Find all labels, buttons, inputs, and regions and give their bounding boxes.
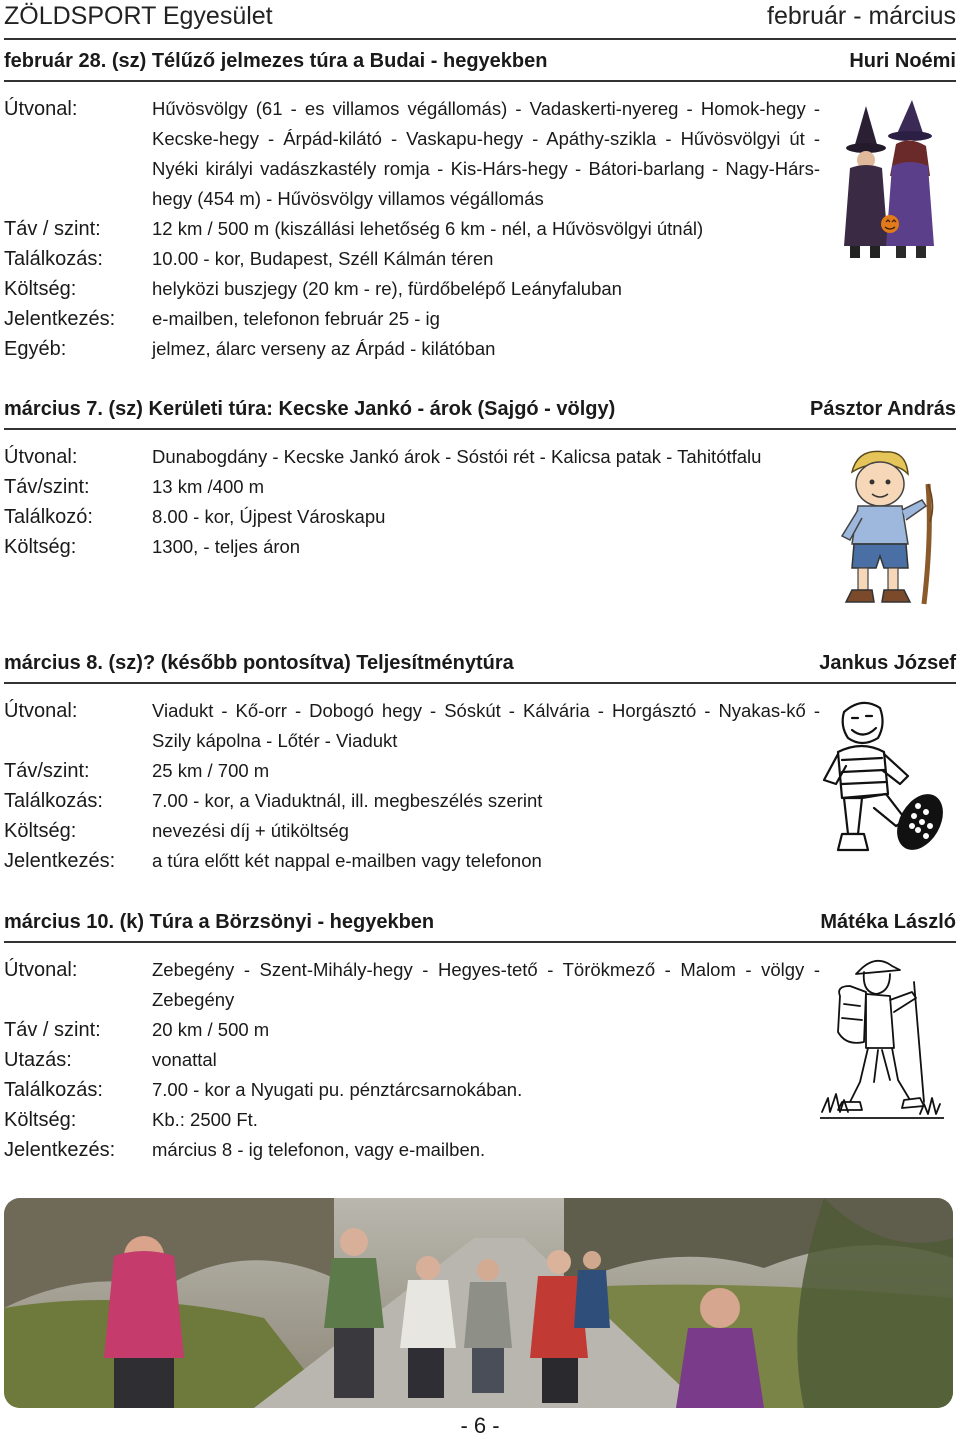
detail-distance	[4, 756, 820, 786]
detail-label: Jelentkezés:	[4, 1139, 116, 1161]
detail-cost	[4, 274, 820, 304]
walking-man-cartoon	[822, 694, 946, 860]
detail-value: Viadukt - Kő-orr - Dobogó hegy - Sóskút - Kálvária - Horgásztó - Nyakas-kő - Szily kápolna - Lőtér - Viadukt	[152, 700, 820, 751]
detail-label: Találkozás:	[4, 248, 103, 270]
detail-label: Táv / szint:	[4, 1019, 101, 1041]
detail-label: Jelentkezés:	[4, 850, 116, 872]
detail-cost	[4, 1105, 820, 1135]
detail-value: Zebegény - Szent-Mihály-hegy - Hegyes-tető - Törökmező - Malom - völgy - Zebegény	[152, 959, 820, 1010]
event-leader: Mátéka László	[820, 911, 956, 933]
detail-value: a túra előtt két nappal e-mailben vagy telefonon	[152, 850, 542, 871]
detail-value: 12 km / 500 m (kiszállási lehetőség 6 km - nél, a Hűvösvölgyi útnál)	[152, 218, 704, 239]
detail-distance	[4, 472, 820, 502]
detail-meeting	[4, 1075, 820, 1105]
detail-meeting	[4, 786, 820, 816]
detail-value: 10.00 - kor, Budapest, Széll Kálmán téren	[152, 248, 494, 269]
detail-other	[4, 334, 820, 364]
detail-cost	[4, 816, 820, 846]
detail-value: 25 km / 700 m	[152, 760, 270, 781]
detail-label: Útvonal:	[4, 700, 78, 722]
event-title: március 7. (sz) Kerületi túra: Kecske Jankó - árok (Sajgó - völgy)	[4, 398, 616, 420]
detail-value: e-mailben, telefonon február 25 - ig	[152, 308, 440, 329]
costumed-witches-photo	[838, 96, 938, 262]
detail-label: Költség:	[4, 278, 77, 300]
event-1	[4, 48, 956, 364]
detail-cost	[4, 532, 820, 562]
detail-label: Találkozás:	[4, 790, 103, 812]
event-title: február 28. (sz) Télűző jelmezes túra a Budai - hegyekben	[4, 50, 548, 72]
detail-label: Költség:	[4, 536, 77, 558]
detail-value: 1300, - teljes áron	[152, 536, 301, 557]
group-hiking-photo	[4, 1198, 953, 1408]
detail-route	[4, 696, 820, 756]
detail-label: Utazás:	[4, 1049, 72, 1071]
detail-travel	[4, 1045, 820, 1075]
event-details	[4, 442, 820, 562]
detail-value: 8.00 - kor, Újpest Városkapu	[152, 506, 386, 527]
detail-distance	[4, 1015, 820, 1045]
period-title: február - március	[767, 2, 956, 30]
event-header	[4, 650, 956, 684]
detail-meeting	[4, 244, 820, 274]
detail-registration	[4, 1135, 820, 1165]
detail-value: nevezési díj + útiköltség	[152, 820, 349, 841]
detail-label: Útvonal:	[4, 959, 78, 981]
event-leader: Pásztor András	[810, 398, 956, 420]
detail-label: Találkozó:	[4, 506, 93, 528]
detail-meeting	[4, 502, 820, 532]
event-leader: Huri Noémi	[849, 50, 956, 72]
detail-value: 20 km / 500 m	[152, 1019, 270, 1040]
detail-label: Költség:	[4, 1109, 77, 1131]
detail-value: helyközi buszjegy (20 km - re), fürdőbelépő Leányfaluban	[152, 278, 622, 299]
detail-value: 7.00 - kor, a Viaduktnál, ill. megbeszélés szerint	[152, 790, 543, 811]
event-details	[4, 696, 820, 876]
detail-label: Költség:	[4, 820, 77, 842]
detail-value: 13 km /400 m	[152, 476, 265, 497]
detail-label: Táv / szint:	[4, 218, 101, 240]
detail-label: Táv/szint:	[4, 476, 90, 498]
page-number: - 6 -	[460, 1413, 500, 1438]
detail-value: március 8 - ig telefonon, vagy e-mailben.	[152, 1139, 486, 1160]
detail-route	[4, 955, 820, 1015]
boy-hiker-illustration	[828, 444, 946, 608]
detail-label: Táv/szint:	[4, 760, 90, 782]
detail-route	[4, 442, 820, 472]
detail-value: Kb.: 2500 Ft.	[152, 1109, 258, 1130]
detail-label: Útvonal:	[4, 446, 78, 468]
page-header	[4, 0, 956, 40]
event-header	[4, 909, 956, 943]
detail-value: vonattal	[152, 1049, 217, 1070]
detail-value: 7.00 - kor a Nyugati pu. pénztárcsarnokában.	[152, 1079, 523, 1100]
event-title: március 8. (sz)? (később pontosítva) Teljesítménytúra	[4, 652, 514, 674]
event-3	[4, 650, 956, 876]
detail-distance	[4, 214, 820, 244]
detail-value: Hűvösvölgy (61 - es villamos végállomás) - Vadaskerti-nyereg - Homok-hegy - Kecske-hegy - Árpád-kilátó - Vaskapu-hegy - Apáthy-szikla - Hűvösvölgyi út - Nyéki királyi vadászkastély romja - Kis-Hárs-hegy - Bátori-barlang - Nagy-Hárs- hegy (454 m) - Hűvösvölgy villamos végállomás	[152, 98, 820, 209]
detail-registration	[4, 846, 820, 876]
event-details	[4, 955, 820, 1165]
detail-value: jelmez, álarc verseny az Árpád - kilátóban	[152, 338, 496, 359]
detail-label: Egyéb:	[4, 338, 67, 360]
backpacker-line-drawing	[820, 952, 944, 1122]
event-4	[4, 909, 956, 1165]
detail-label: Útvonal:	[4, 98, 78, 120]
event-details	[4, 94, 820, 364]
detail-value: Dunabogdány - Kecske Jankó árok - Sóstói rét - Kalicsa patak - Tahitótfalu	[152, 446, 762, 467]
event-title: március 10. (k) Túra a Börzsönyi - hegyekben	[4, 911, 435, 933]
event-leader: Jankus József	[819, 652, 956, 674]
organization-name: ZÖLDSPORT Egyesület	[4, 2, 273, 30]
detail-label: Találkozás:	[4, 1079, 103, 1101]
detail-registration	[4, 304, 820, 334]
detail-label: Jelentkezés:	[4, 308, 116, 330]
event-header	[4, 396, 956, 430]
event-2	[4, 396, 956, 562]
detail-route	[4, 94, 820, 214]
event-header	[4, 48, 956, 82]
